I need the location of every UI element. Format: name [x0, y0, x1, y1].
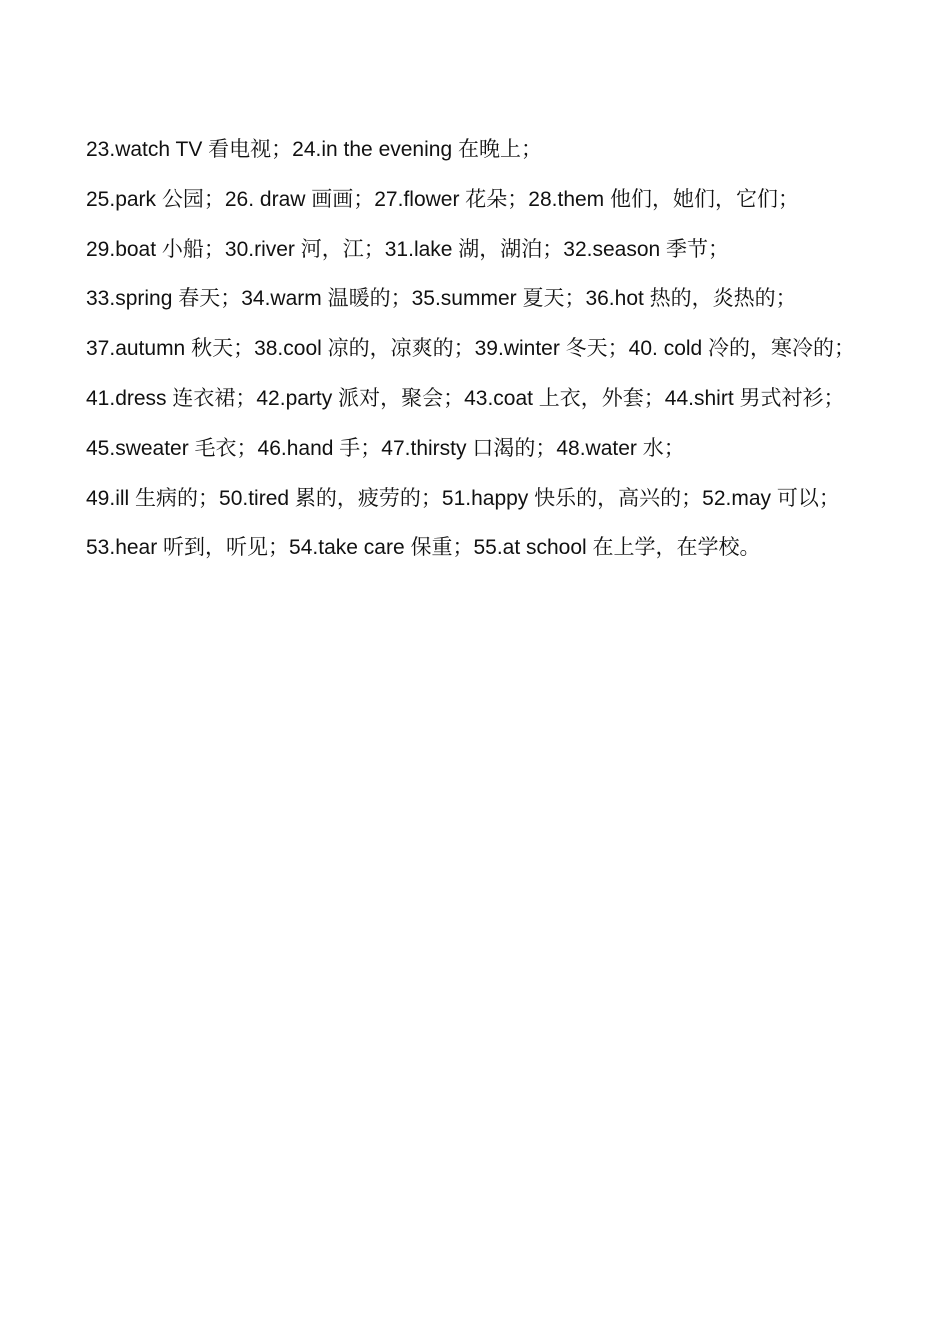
vocabulary-line: 37.autumn 秋天；38.cool 凉的，凉爽的；39.winter 冬天；40. cold 冷的，寒冷的；: [86, 337, 856, 361]
vocabulary-line: 53.hear 听到，听见；54.take care 保重；55.at school 在上学，在学校。: [86, 536, 761, 560]
vocabulary-line: 49.ill 生病的；50.tired 累的，疲劳的；51.happy 快乐的，高兴的；52.may 可以；: [86, 486, 840, 510]
vocabulary-line: 23.watch TV 看电视；24.in the evening 在晚上；: [86, 138, 542, 161]
vocabulary-list: [86, 132, 926, 580]
vocabulary-line: 29.boat 小船；30.river 河，江；31.lake 湖，湖泊；32.season 季节；: [86, 237, 730, 261]
vocabulary-line: 41.dress 连衣裙；42.party 派对，聚会；43.coat 上衣，外套；44.shirt 男式衬衫；: [86, 386, 845, 410]
vocabulary-line: 25.park 公园；26. draw 画画；27.flower 花朵；28.them 他们，她们，它们；: [86, 187, 800, 211]
vocabulary-line: 33.spring 春天；34.warm 温暖的；35.summer 夏天；36.hot 热的，炎热的；: [86, 287, 797, 311]
vocabulary-line: 45.sweater 毛衣；46.hand 手；47.thirsty 口渴的；48.water 水；: [86, 436, 685, 460]
